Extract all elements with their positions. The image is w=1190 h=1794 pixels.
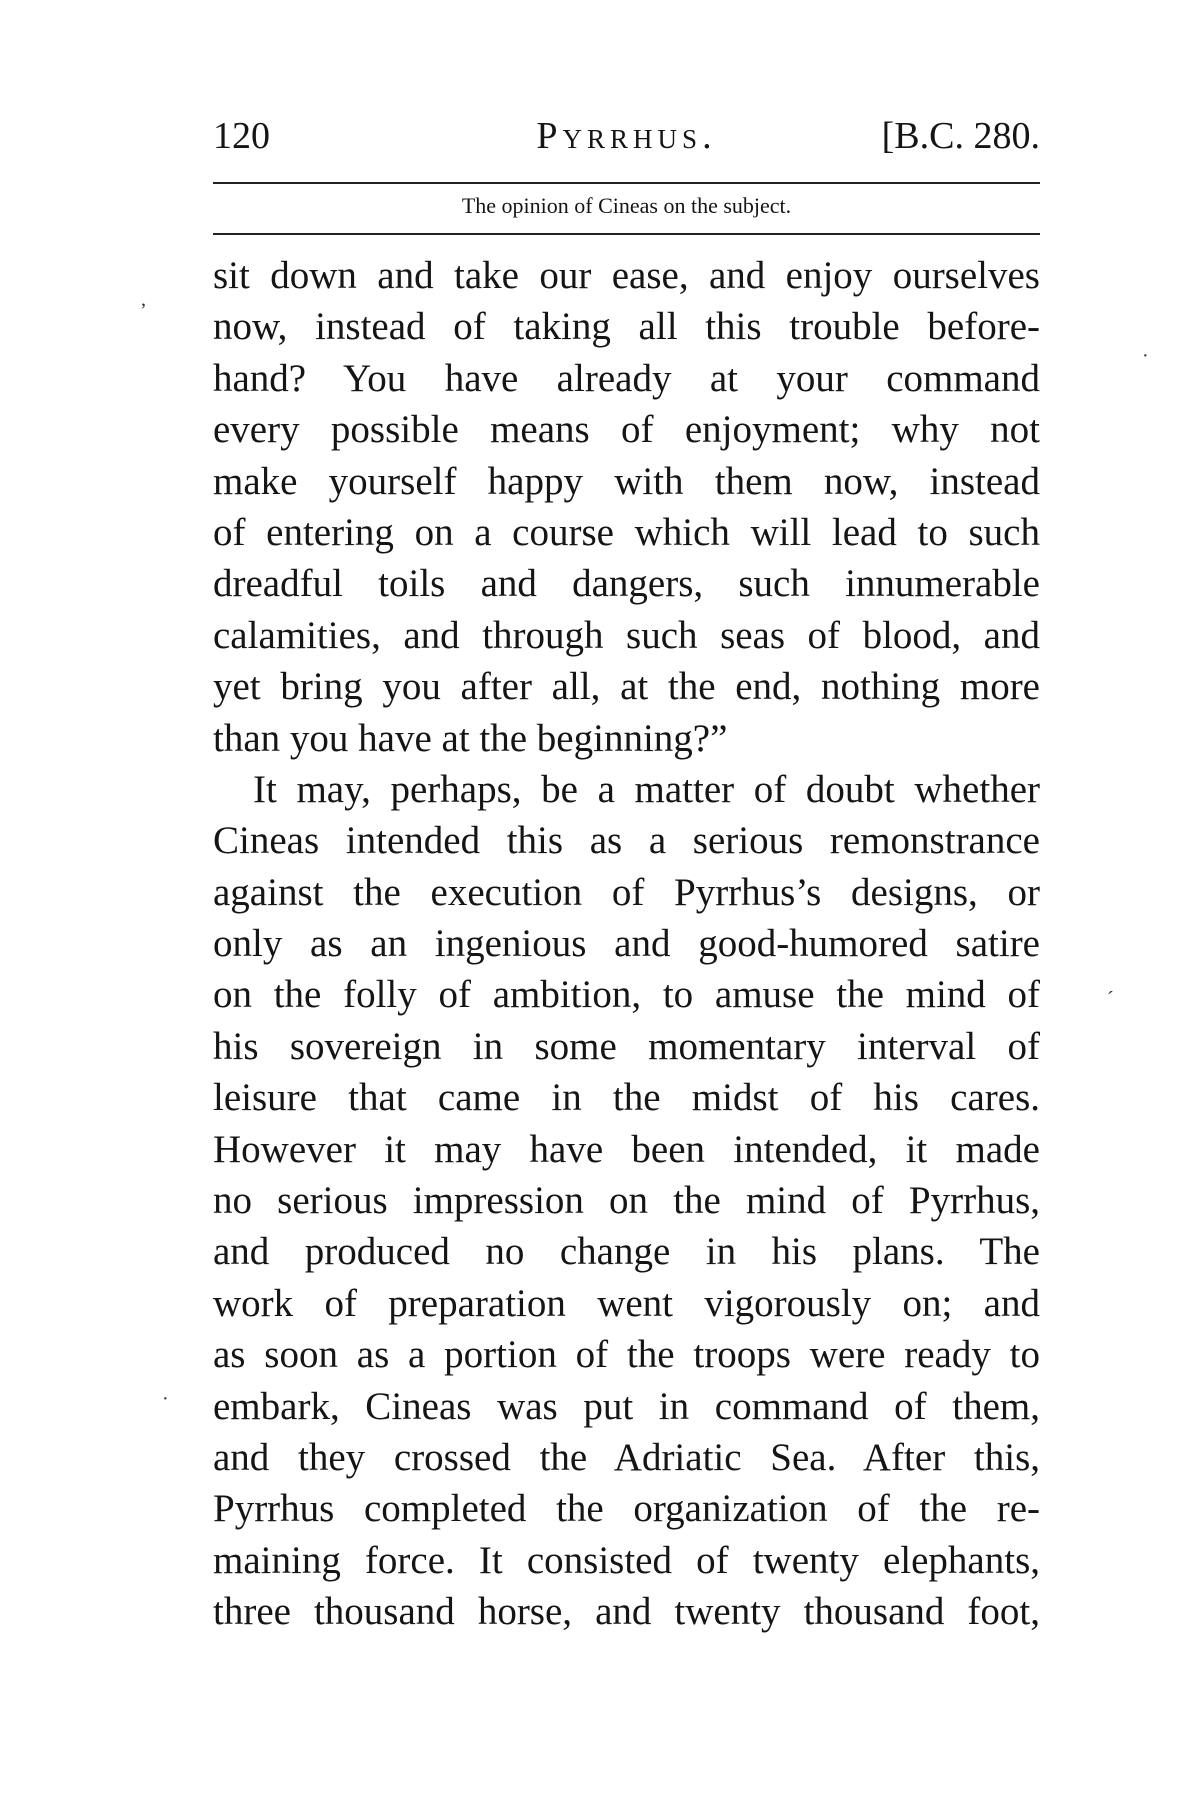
scan-speck: ˊ <box>1107 988 1114 1010</box>
scan-speck: ʼ <box>140 300 147 322</box>
date-reference: [B.C. 280. <box>881 115 1040 157</box>
header-rule-top <box>213 182 1040 184</box>
body-text <box>213 250 1040 1638</box>
text-line: and they crossed the Adriatic Sea. After this, <box>213 1435 1040 1479</box>
text-line: three thousand horse, and twenty thousand foot, <box>213 1590 1040 1634</box>
text-line: and produced no change in his plans. The <box>213 1230 1040 1274</box>
text-line: against the execution of Pyrrhus’s designs, or <box>213 870 1040 914</box>
page-number: 120 <box>213 115 270 157</box>
section-subheading: The opinion of Cineas on the subject. <box>461 193 792 218</box>
running-title: Pyrrhus. <box>536 115 717 157</box>
text-line: Pyrrhus completed the organization of the re- <box>213 1487 1040 1531</box>
text-line: maining force. It consisted of twenty elephants, <box>213 1538 1040 1582</box>
text-line: However it may have been intended, it made <box>213 1127 1040 1171</box>
text-line: yet bring you after all, at the end, nothing more <box>213 665 1040 709</box>
text-line: of entering on a course which will lead to such <box>213 510 1040 554</box>
header-rule-bottom <box>213 233 1040 235</box>
text-line: hand? You have already at your command <box>213 356 1040 400</box>
text-line: now, instead of taking all this trouble before- <box>213 305 1040 349</box>
running-head <box>213 114 1040 166</box>
text-line: work of preparation went vigorously on; and <box>213 1281 1040 1325</box>
text-line: as soon as a portion of the troops were ready to <box>213 1333 1040 1377</box>
text-line: dreadful toils and dangers, such innumerable <box>213 562 1040 606</box>
text-line: only as an ingenious and good-humored satire <box>213 922 1040 966</box>
text-line: Cineas intended this as a serious remonstrance <box>213 819 1040 863</box>
text-line: leisure that came in the midst of his cares. <box>213 1076 1040 1120</box>
text-line: on the folly of ambition, to amuse the mind of <box>213 973 1040 1017</box>
paragraph-last-line: than you have at the beginning?” <box>213 716 728 760</box>
text-line: calamities, and through such seas of blood, and <box>213 613 1040 657</box>
text-line: his sovereign in some momentary interval of <box>213 1024 1040 1068</box>
text-line: every possible means of enjoyment; why not <box>213 408 1040 452</box>
text-line: embark, Cineas was put in command of them, <box>213 1384 1040 1428</box>
paragraph-first-line: It may, perhaps, be a matter of doubt whether <box>253 767 1040 811</box>
scan-speck: · <box>1142 345 1149 367</box>
scan-speck: · <box>162 1388 169 1410</box>
text-line: no serious impression on the mind of Pyrrhus, <box>213 1179 1040 1223</box>
text-line: sit down and take our ease, and enjoy ourselves <box>213 254 1040 297</box>
text-line: make yourself happy with them now, instead <box>213 459 1040 503</box>
